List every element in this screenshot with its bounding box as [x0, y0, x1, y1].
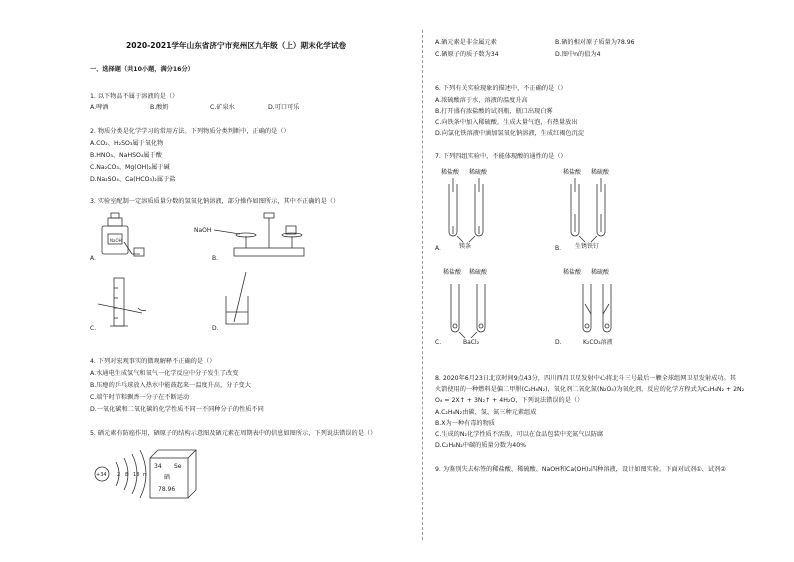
q1-option-c: C.矿泉水: [210, 104, 235, 111]
q5-shell-2: 8: [125, 472, 129, 478]
q2-option-c: C.Na₂CO₃、Mg(OH)₂属于碱: [90, 164, 170, 171]
q7-d-test-tubes: [583, 284, 611, 332]
q4-option-b: B.压瘪的乒乓球放入热水中能鼓起来一温度升高，分子变大: [90, 382, 251, 389]
q7-c-acid1: 稀盐酸: [443, 269, 462, 276]
q5-option-b: B.硒的相对原子质量为78.96: [555, 39, 635, 46]
q5-option-a: A.硒元素是非金属元素: [435, 39, 497, 46]
q8-option-d: D.C₂H₈N₂中碳的质量分数为40%: [435, 442, 527, 449]
q5-figure: [88, 448, 268, 528]
q2-option-d: D.Na₂SO₄、Ca(HCO₃)₂属于盐: [90, 176, 176, 183]
q3-stem: 3. 实验室配制一定溶质质量分数的氢氧化钠溶液，部分操作如图所示，其中不正确的是（）: [90, 198, 340, 205]
exam-title: 2020-2021学年山东省济宁市兖州区九年级（上）期末化学试卷: [126, 41, 347, 50]
q6-option-a: A.浓硫酸溶于水，溶液的温度升高: [435, 97, 528, 104]
q7-c-reagent: BaCl₂: [463, 339, 480, 346]
q3-label-c: C.: [90, 325, 97, 332]
q3-label-a: A.: [90, 255, 96, 262]
q7-a-acid1: 稀盐酸: [441, 169, 460, 176]
q5-shell-3: 18: [133, 472, 140, 478]
q3-fig-c-cylinder: [98, 278, 146, 326]
q7-d-acid1: 稀盐酸: [563, 269, 582, 276]
q7-b-acid2: 稀硫酸: [591, 169, 610, 176]
q1-option-a: A.啤酒: [90, 104, 109, 111]
q6-option-c: C.向铁条中加入稀硫酸，生成大量气泡，有热量放出: [435, 119, 578, 126]
q4-option-a: A.水通电生成氢气和氧气一化学反应中分子发生了改变: [90, 370, 239, 377]
q5-option-d: D.图中n的值为4: [555, 51, 601, 58]
q7-a-test-tubes: [449, 178, 483, 242]
q1-option-b: B.酸奶: [150, 104, 169, 111]
q3-fig-d-beaker: [226, 272, 248, 324]
q5-shell-4: n: [143, 472, 147, 478]
q2-option-a: A.CO₂、H₂SO₃属于氧化物: [90, 140, 164, 147]
column-divider: [422, 30, 423, 540]
q5-element-name: 硒: [164, 474, 171, 481]
q7-b-test-tubes: [571, 178, 605, 242]
left-column: [80, 0, 415, 562]
q8-option-b: B.X为一种有毒的物质: [435, 420, 495, 427]
q1-stem: 1. 以下物品不属于溶液的是（）: [90, 93, 179, 100]
q5-atomic-mass: 78.96: [158, 486, 176, 493]
q3-fig-b-balance: [214, 213, 304, 256]
q7-c-acid2: 稀硫酸: [469, 269, 488, 276]
q5-option-c: C.硒原子的质子数为34: [435, 51, 499, 58]
section-heading: 一、选择题（共10小题，满分16分）: [90, 66, 194, 73]
q7-label-a: A.: [435, 245, 441, 252]
q8-line-3: O₄ = 2X↑ + 3N₂↑ + 4H₂O，下列说法错误的是（）: [435, 397, 584, 404]
q8-option-a: A.C₂H₈N₂由碳、氢、氮三种元素组成: [435, 409, 537, 416]
q4-option-d: D.一氧化碳和二氧化碳的化学性质不同一不同种分子的性质不同: [90, 406, 264, 413]
q3-fig-b-label-naoh: NaOH: [194, 227, 212, 234]
q6-option-d: D.向氯化铁溶液中滴加氢氧化钠溶液，生成红褐色沉淀: [435, 130, 585, 137]
q9-stem: 9. 为鉴别失去标签的稀盐酸、稀硫酸、NaOH和Ca(OH)₂四种溶液，设计如图实验。下面对试剂①、试剂②: [435, 466, 726, 473]
q7-b-reagent: 生锈铁钉: [575, 243, 600, 250]
q4-option-c: C.端午时节粽飘香一分子在不断运动: [90, 394, 190, 401]
q8-option-c: C.生成的N₂化学性质不活泼，可以在食品包装中充氮气以防腐: [435, 431, 604, 438]
q3-label-b: B.: [212, 255, 219, 262]
q7-label-c: C.: [435, 339, 442, 346]
q7-c-test-tubes: [451, 284, 485, 338]
q7-d-reagent: K₂CO₃溶液: [583, 339, 613, 346]
q1-option-d: D.可口可乐: [268, 104, 300, 111]
q4-stem: 4. 下列对宏观事实的微观解释不正确的是（）: [90, 358, 216, 365]
q2-stem: 2. 物质分类是化学学习的常用方法。下列物质分类判断中，正确的是（）: [90, 128, 290, 135]
q3-figures: [90, 208, 394, 338]
q8-line-2: 火箭使用的一种燃料是偏二甲肼(C₂H₈N₂)，氧化剂二氧化氮(N₂O₄)为氧化剂，反应的化学方程式为C₂H₈N₂ + 2N₂: [435, 386, 745, 393]
q2-option-b: B.HNO₃、NaHSO₄属于酸: [90, 152, 162, 159]
q8-line-1: 8. 2020年6月23日北京时间9点43分，四川西昌卫星发射中心将北斗三号最后一颗全球组网卫星发射成功。其: [435, 375, 736, 382]
q7-figures: [435, 164, 775, 350]
right-column: [435, 0, 775, 562]
q7-a-reagent: 镁条: [459, 243, 472, 250]
q7-b-acid1: 稀盐酸: [563, 169, 582, 176]
q3-label-d: D.: [212, 325, 219, 332]
q3-fig-a-bottle: [102, 213, 144, 256]
q6-option-b: B.打开盛有浓盐酸的试剂瓶，瓶口出现白雾: [435, 108, 553, 115]
q7-d-acid2: 稀硫酸: [591, 269, 610, 276]
q7-label-d: D.: [555, 339, 562, 346]
q3-fig-a-label-naoh: NaOH: [110, 238, 122, 243]
q5-stem: 5. 硒元素有防癌作用，硒原子的结构示意图及硒元素在周期表中的信息如图所示，下列说法错误的是（）: [90, 430, 377, 437]
q5-element-symbol: Se: [174, 463, 182, 470]
q5-shell-1: 2: [117, 472, 121, 478]
q5-nucleus-charge: +34: [96, 472, 107, 478]
q7-label-b: B.: [555, 245, 562, 252]
q7-a-acid2: 稀硫酸: [469, 169, 488, 176]
q6-stem: 6. 下列有关实验现象的描述中，不正确的是（）: [435, 85, 567, 92]
q5-atomic-number: 34: [154, 463, 162, 470]
q7-stem: 7. 下列四组实验中，不能体现酸的通性的是（）: [435, 153, 567, 160]
